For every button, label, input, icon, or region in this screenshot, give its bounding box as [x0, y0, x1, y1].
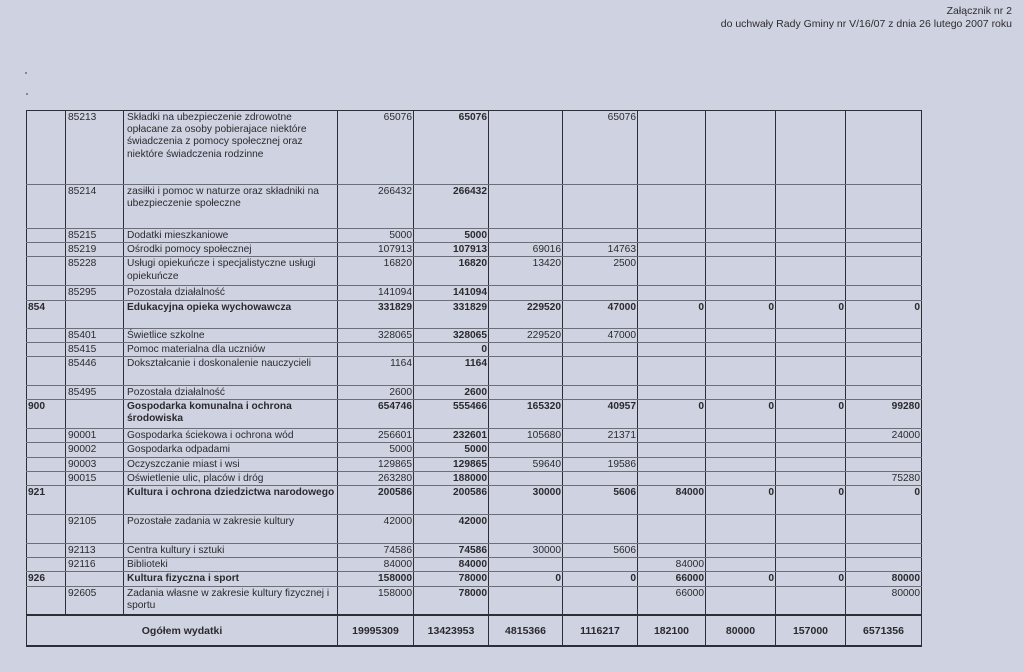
amount-cell [846, 357, 922, 386]
amount-cell: 0 [706, 572, 776, 586]
total-amount: 6571356 [846, 615, 922, 646]
amount-cell [638, 229, 706, 243]
amount-cell [706, 257, 776, 286]
amount-cell: 129865 [338, 457, 414, 471]
amount-cell: 0 [706, 300, 776, 328]
table-row [27, 544, 922, 558]
amount-cell [706, 185, 776, 229]
amount-cell: 66000 [638, 572, 706, 586]
table-row [27, 386, 922, 400]
amount-cell [638, 328, 706, 342]
table-row [27, 515, 922, 544]
amount-cell: 2500 [563, 257, 638, 286]
amount-cell [776, 386, 846, 400]
amount-cell [638, 185, 706, 229]
total-row [27, 615, 922, 646]
amount-cell: 0 [638, 400, 706, 429]
table-row [27, 243, 922, 257]
item-name: Składki na ubezpieczenie zdrowotne opłacane za osoby pobierajace niektóre świadczenia z pomocy społecznej oraz niektóre świadczenia rodzinne [124, 111, 338, 185]
dzial-code [27, 111, 66, 185]
amount-cell: 1164 [338, 357, 414, 386]
item-name: Edukacyjna opieka wychowawcza [124, 300, 338, 328]
total-amount: 4815366 [489, 615, 563, 646]
amount-cell [846, 342, 922, 356]
dzial-code [27, 586, 66, 615]
amount-cell: 84000 [414, 558, 489, 572]
amount-cell: 0 [489, 572, 563, 586]
amount-cell [706, 357, 776, 386]
section-row [27, 572, 922, 586]
amount-cell: 66000 [638, 586, 706, 615]
amount-cell [489, 357, 563, 386]
amount-cell [706, 457, 776, 471]
amount-cell [489, 229, 563, 243]
amount-cell [638, 443, 706, 457]
amount-cell: 21371 [563, 429, 638, 443]
amount-cell [776, 286, 846, 300]
amount-cell [638, 429, 706, 443]
amount-cell [489, 111, 563, 185]
amount-cell [563, 515, 638, 544]
amount-cell: 0 [706, 400, 776, 429]
amount-cell: 24000 [846, 429, 922, 443]
amount-cell: 5000 [338, 229, 414, 243]
amount-cell: 256601 [338, 429, 414, 443]
section-row [27, 300, 922, 328]
amount-cell: 0 [846, 300, 922, 328]
total-label: Ogółem wydatki [27, 615, 338, 646]
amount-cell: 5000 [338, 443, 414, 457]
item-name: Biblioteki [124, 558, 338, 572]
table-row [27, 342, 922, 356]
amount-cell: 0 [706, 486, 776, 515]
amount-cell: 5606 [563, 486, 638, 515]
item-name: Gospodarka odpadami [124, 443, 338, 457]
amount-cell: 0 [776, 300, 846, 328]
amount-cell [706, 111, 776, 185]
total-amount: 157000 [776, 615, 846, 646]
amount-cell [638, 257, 706, 286]
dzial-code: 854 [27, 300, 66, 328]
amount-cell [563, 386, 638, 400]
amount-cell [563, 185, 638, 229]
amount-cell [638, 515, 706, 544]
amount-cell [846, 558, 922, 572]
total-amount: 1116217 [563, 615, 638, 646]
amount-cell [776, 586, 846, 615]
amount-cell: 0 [776, 400, 846, 429]
dzial-code [27, 558, 66, 572]
dzial-code: 921 [27, 486, 66, 515]
table-row [27, 328, 922, 342]
amount-cell [846, 243, 922, 257]
amount-cell [706, 544, 776, 558]
table-row [27, 229, 922, 243]
amount-cell: 229520 [489, 300, 563, 328]
amount-cell: 99280 [846, 400, 922, 429]
dzial-code [27, 443, 66, 457]
amount-cell: 129865 [414, 457, 489, 471]
amount-cell [563, 286, 638, 300]
item-name: Pozostała działalność [124, 386, 338, 400]
item-name: Gospodarka komunalna i ochrona środowiska [124, 400, 338, 429]
rozdzial-code: 85214 [66, 185, 124, 229]
amount-cell [776, 111, 846, 185]
amount-cell [846, 544, 922, 558]
amount-cell [776, 357, 846, 386]
amount-cell: 107913 [414, 243, 489, 257]
amount-cell: 84000 [638, 558, 706, 572]
amount-cell [563, 443, 638, 457]
rozdzial-code: 85213 [66, 111, 124, 185]
table-row [27, 558, 922, 572]
amount-cell: 1164 [414, 357, 489, 386]
dzial-code: 926 [27, 572, 66, 586]
amount-cell [846, 185, 922, 229]
amount-cell: 158000 [338, 572, 414, 586]
rozdzial-code [66, 572, 124, 586]
amount-cell [563, 357, 638, 386]
amount-cell [846, 286, 922, 300]
amount-cell: 2600 [414, 386, 489, 400]
dzial-code: 900 [27, 400, 66, 429]
rozdzial-code: 85401 [66, 328, 124, 342]
dzial-code [27, 429, 66, 443]
item-name: Gospodarka ściekowa i ochrona wód [124, 429, 338, 443]
amount-cell: 16820 [414, 257, 489, 286]
total-amount: 80000 [706, 615, 776, 646]
amount-cell: 141094 [338, 286, 414, 300]
amount-cell [776, 328, 846, 342]
amount-cell [638, 243, 706, 257]
amount-cell: 42000 [338, 515, 414, 544]
amount-cell [706, 386, 776, 400]
rozdzial-code: 92105 [66, 515, 124, 544]
amount-cell: 0 [776, 486, 846, 515]
amount-cell: 5606 [563, 544, 638, 558]
amount-cell [776, 229, 846, 243]
item-name: zasiłki i pomoc w naturze oraz składniki na ubezpieczenie społeczne [124, 185, 338, 229]
table-row [27, 429, 922, 443]
rozdzial-code: 85215 [66, 229, 124, 243]
item-name: Usługi opiekuńcze i specjalistyczne usługi opiekuńcze [124, 257, 338, 286]
amount-cell [776, 443, 846, 457]
expenditure-table [26, 110, 922, 647]
dzial-code [27, 286, 66, 300]
amount-cell [706, 443, 776, 457]
table-row [27, 185, 922, 229]
table-row [27, 111, 922, 185]
amount-cell [846, 111, 922, 185]
amount-cell: 328065 [338, 328, 414, 342]
amount-cell [638, 544, 706, 558]
rozdzial-code: 90001 [66, 429, 124, 443]
amount-cell [489, 558, 563, 572]
rozdzial-code: 92113 [66, 544, 124, 558]
item-name: Zadania własne w zakresie kultury fizycznej i sportu [124, 586, 338, 615]
table-row [27, 443, 922, 457]
amount-cell: 331829 [414, 300, 489, 328]
amount-cell [776, 558, 846, 572]
amount-cell: 188000 [414, 471, 489, 485]
amount-cell [489, 586, 563, 615]
rozdzial-code: 85415 [66, 342, 124, 356]
amount-cell: 84000 [338, 558, 414, 572]
amount-cell [776, 515, 846, 544]
amount-cell: 40957 [563, 400, 638, 429]
amount-cell: 165320 [489, 400, 563, 429]
amount-cell: 105680 [489, 429, 563, 443]
item-name: Pozostała działalność [124, 286, 338, 300]
dzial-code [27, 544, 66, 558]
amount-cell: 75280 [846, 471, 922, 485]
amount-cell: 84000 [638, 486, 706, 515]
table-row [27, 471, 922, 485]
rozdzial-code: 85295 [66, 286, 124, 300]
amount-cell [489, 386, 563, 400]
amount-cell: 30000 [489, 486, 563, 515]
rozdzial-code: 85495 [66, 386, 124, 400]
amount-cell: 65076 [338, 111, 414, 185]
total-amount: 182100 [638, 615, 706, 646]
amount-cell: 2600 [338, 386, 414, 400]
amount-cell: 654746 [338, 400, 414, 429]
amount-cell [776, 429, 846, 443]
amount-cell: 65076 [563, 111, 638, 185]
rozdzial-code: 85219 [66, 243, 124, 257]
amount-cell: 14763 [563, 243, 638, 257]
amount-cell [638, 286, 706, 300]
rozdzial-code: 90015 [66, 471, 124, 485]
amount-cell [776, 257, 846, 286]
rozdzial-code: 85446 [66, 357, 124, 386]
scan-speck [26, 93, 28, 95]
rozdzial-code: 92605 [66, 586, 124, 615]
amount-cell: 0 [414, 342, 489, 356]
total-amount: 19995309 [338, 615, 414, 646]
document-header [721, 5, 1012, 31]
amount-cell: 65076 [414, 111, 489, 185]
rozdzial-code [66, 300, 124, 328]
item-name: Pomoc materialna dla uczniów [124, 342, 338, 356]
amount-cell [489, 443, 563, 457]
amount-cell: 78000 [414, 572, 489, 586]
amount-cell [638, 357, 706, 386]
dzial-code [27, 457, 66, 471]
dzial-code [27, 229, 66, 243]
dzial-code [27, 328, 66, 342]
table-row [27, 586, 922, 615]
amount-cell [846, 457, 922, 471]
total-amount: 13423953 [414, 615, 489, 646]
rozdzial-code: 85228 [66, 257, 124, 286]
attachment-number: Załącznik nr 2 [946, 5, 1012, 17]
amount-cell: 13420 [489, 257, 563, 286]
rozdzial-code: 90003 [66, 457, 124, 471]
table-row [27, 257, 922, 286]
resolution-reference: do uchwały Rady Gminy nr V/16/07 z dnia 26 lutego 2007 roku [720, 18, 1012, 30]
amount-cell: 0 [563, 572, 638, 586]
amount-cell: 69016 [489, 243, 563, 257]
amount-cell: 47000 [563, 328, 638, 342]
dzial-code [27, 357, 66, 386]
amount-cell [706, 515, 776, 544]
amount-cell [489, 515, 563, 544]
rozdzial-code [66, 400, 124, 429]
amount-cell [846, 229, 922, 243]
amount-cell: 232601 [414, 429, 489, 443]
item-name: Oświetlenie ulic, placów i dróg [124, 471, 338, 485]
amount-cell: 158000 [338, 586, 414, 615]
rozdzial-code: 90002 [66, 443, 124, 457]
amount-cell [563, 586, 638, 615]
amount-cell [638, 342, 706, 356]
amount-cell [563, 558, 638, 572]
amount-cell [706, 328, 776, 342]
amount-cell: 263280 [338, 471, 414, 485]
amount-cell: 0 [638, 300, 706, 328]
amount-cell [638, 471, 706, 485]
amount-cell: 266432 [414, 185, 489, 229]
item-name: Dokształcanie i doskonalenie nauczycieli [124, 357, 338, 386]
amount-cell [563, 229, 638, 243]
amount-cell: 229520 [489, 328, 563, 342]
amount-cell [776, 342, 846, 356]
amount-cell [776, 471, 846, 485]
amount-cell [706, 586, 776, 615]
amount-cell [846, 328, 922, 342]
amount-cell [489, 342, 563, 356]
amount-cell: 266432 [338, 185, 414, 229]
item-name: Pozostałe zadania w zakresie kultury [124, 515, 338, 544]
amount-cell [846, 257, 922, 286]
amount-cell [776, 185, 846, 229]
amount-cell: 107913 [338, 243, 414, 257]
item-name: Kultura fizyczna i sport [124, 572, 338, 586]
dzial-code [27, 515, 66, 544]
amount-cell: 47000 [563, 300, 638, 328]
amount-cell [846, 443, 922, 457]
rozdzial-code: 92116 [66, 558, 124, 572]
amount-cell [489, 286, 563, 300]
amount-cell: 0 [776, 572, 846, 586]
amount-cell [776, 243, 846, 257]
amount-cell: 328065 [414, 328, 489, 342]
amount-cell [638, 111, 706, 185]
amount-cell: 59640 [489, 457, 563, 471]
rozdzial-code [66, 486, 124, 515]
amount-cell [638, 386, 706, 400]
amount-cell: 16820 [338, 257, 414, 286]
amount-cell: 30000 [489, 544, 563, 558]
amount-cell [489, 185, 563, 229]
item-name: Centra kultury i sztuki [124, 544, 338, 558]
table-row [27, 357, 922, 386]
dzial-code [27, 342, 66, 356]
scan-speck [25, 72, 27, 74]
item-name: Oczyszczanie miast i wsi [124, 457, 338, 471]
amount-cell [846, 386, 922, 400]
amount-cell [706, 243, 776, 257]
item-name: Kultura i ochrona dziedzictwa narodowego [124, 486, 338, 515]
amount-cell: 74586 [338, 544, 414, 558]
dzial-code [27, 386, 66, 400]
amount-cell [706, 429, 776, 443]
amount-cell [706, 286, 776, 300]
amount-cell [489, 471, 563, 485]
amount-cell: 42000 [414, 515, 489, 544]
amount-cell: 200586 [338, 486, 414, 515]
amount-cell: 80000 [846, 586, 922, 615]
amount-cell [338, 342, 414, 356]
dzial-code [27, 471, 66, 485]
amount-cell [706, 342, 776, 356]
amount-cell: 19586 [563, 457, 638, 471]
section-row [27, 486, 922, 515]
amount-cell [638, 457, 706, 471]
section-row [27, 400, 922, 429]
amount-cell: 74586 [414, 544, 489, 558]
amount-cell [846, 515, 922, 544]
amount-cell: 555466 [414, 400, 489, 429]
amount-cell: 80000 [846, 572, 922, 586]
amount-cell: 5000 [414, 229, 489, 243]
amount-cell [563, 342, 638, 356]
item-name: Dodatki mieszkaniowe [124, 229, 338, 243]
item-name: Świetlice szkolne [124, 328, 338, 342]
table-row [27, 457, 922, 471]
amount-cell [776, 457, 846, 471]
amount-cell: 331829 [338, 300, 414, 328]
amount-cell: 0 [846, 486, 922, 515]
dzial-code [27, 243, 66, 257]
amount-cell: 5000 [414, 443, 489, 457]
amount-cell [563, 471, 638, 485]
table-row [27, 286, 922, 300]
dzial-code [27, 257, 66, 286]
amount-cell [776, 544, 846, 558]
amount-cell: 78000 [414, 586, 489, 615]
amount-cell [706, 229, 776, 243]
dzial-code [27, 185, 66, 229]
item-name: Ośrodki pomocy społecznej [124, 243, 338, 257]
amount-cell [706, 471, 776, 485]
amount-cell: 200586 [414, 486, 489, 515]
amount-cell [706, 558, 776, 572]
amount-cell: 141094 [414, 286, 489, 300]
